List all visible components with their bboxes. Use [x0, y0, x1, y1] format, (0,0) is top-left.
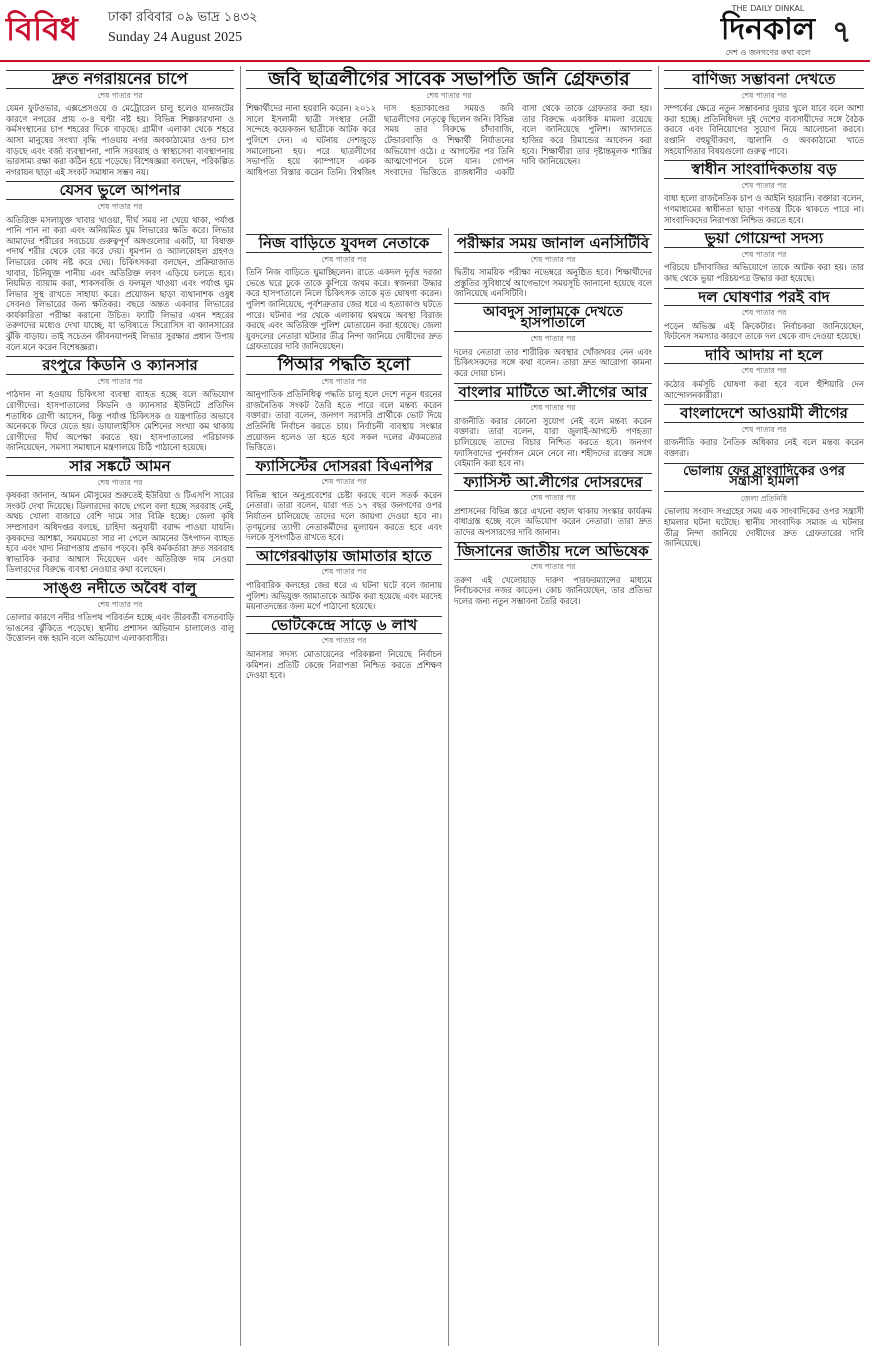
continued-label: শেষ পাতার পর	[321, 477, 367, 487]
page-header	[0, 0, 870, 62]
headline: সার সঙ্কটে আমন	[6, 457, 234, 476]
headline: নিজ বাড়িতে যুবদল নেতাকে	[246, 234, 442, 253]
date-english: Sunday 24 August 2025	[108, 30, 243, 45]
newspaper-logo	[708, 4, 828, 56]
column-divider	[240, 66, 241, 1346]
article-body: যেমন ফুটওভার, এক্সপ্রেসওয়ে ও মেট্রোরেল চালু হলেও যানজটের কারণে নগরের প্রায় ৩-৪ ঘণ্টা নষ্ট হয়। বিভিন্ন শিল্পকারখানা ও কর্মসংস্থানের চাপ শহরের দিকে বাড়ছে। গ্রামীণ এলাকা থেকে শহরে আসা মানুষের সংখ্যা বৃদ্ধি পাওয়ায় নগর অবকাঠামোর ওপর চাপ বাড়ছে এবং বর্জ্য ব্যবস্থাপনা, পানি সরবরাহ ও স্বাস্থ্যসেবা ব্যবস্থাপনায় ভারসাম্য রক্ষা করা কঠিন হয়ে পড়েছে। বিশেষজ্ঞরা বলছেন, পরিকল্পিত নগরায়ন ছাড়া এই সংকট সমাধান সম্ভব নয়।	[6, 103, 234, 177]
lead-headline: জবি ছাত্রলীগের সাবেক সভাপতি জনি গ্রেফতার	[246, 70, 652, 89]
headline: পরীক্ষার সময় জানাল এনসিটিবি	[454, 234, 652, 253]
article-body: ভোলায় সংবাদ সংগ্রহের সময় এক সাংবাদিকের ওপর সন্ত্রাসী হামলার ঘটনা ঘটেছে। স্থানীয় সাংবাদিক সমাজ এ ঘটনার তীব্র নিন্দা জানিয়ে দোষীদের দ্রুত গ্রেফতারের দাবি জানিয়েছে।	[664, 506, 864, 549]
continued-label: শেষ পাতার পর	[741, 308, 787, 318]
column-divider	[658, 66, 659, 1346]
continued-label: শেষ পাতার পর	[321, 567, 367, 577]
continued-label: শেষ পাতার পর	[97, 90, 143, 100]
article-body: প্রশাসনের বিভিন্ন স্তরে এখনো বহাল থাকায় সংস্কার কার্যক্রম বাধাগ্রস্ত হচ্ছে বলে অভিযোগ করেন নেতারা। তারা দ্রুত তাদের অপসারণের দাবি জানান।	[454, 505, 652, 538]
article-body: কৃষকরা জানান, আমন মৌসুমের শুরুতেই ইউরিয়া ও টিএসপি সারের সংকট দেখা দিয়েছে। ডিলারদের কাছে গেলে বলা হচ্ছে সরবরাহ নেই, অথচ খোলা বাজারে বেশি দামে সার বিক্রি হচ্ছে। জেলা কৃষি সম্প্রসারণ অধিদপ্তর বলছে, চাহিদা অনুযায়ী বরাদ্দ পাওয়া যায়নি। কৃষকদের আশঙ্কা, সময়মতো সার না পেলে আমনের উৎপাদন ব্যাহত হবে এবং খাদ্য নিরাপত্তায় প্রভাব পড়বে। কৃষি কর্মকর্তারা দ্রুত সরবরাহ স্বাভাবিক করার আশ্বাস দিয়েছেন এবং অতিরিক্ত দাম নেওয়া ডিলারদের বিরুদ্ধে ব্যবস্থা নেওয়ার কথা বলেছেন।	[6, 490, 234, 575]
continued-label: শেষ পাতার পর	[97, 477, 143, 487]
article-body: পরিচয়ে চাঁদাবাজির অভিযোগে তাকে আটক করা হয়। তার কাছ থেকে ভুয়া পরিচয়পত্র উদ্ধার করা হয়েছে।	[664, 262, 864, 283]
date-bangla: ঢাকা রবিবার ০৯ ভাদ্র ১৪৩২	[108, 10, 258, 25]
article-body: পড়েন অভিজ্ঞ এই ক্রিকেটার। নির্বাচকরা জানিয়েছেন, ফিটনেস সমস্যার কারণে তাকে দল থেকে বাদ দেওয়া হয়েছে।	[664, 320, 864, 342]
article-body: অতিরিক্ত মসলাযুক্ত খাবার খাওয়া, দীর্ঘ সময় না খেয়ে থাকা, পর্যাপ্ত পানি পান না করা এবং অনিয়মিত ঘুম লিভারের ক্ষতি করে। লিভার আমাদের শরীরের সবচেয়ে গুরুত্বপূর্ণ অঙ্গগুলোর একটি, যা বিষাক্ত পদার্থ শরীর থেকে বের করে দেয়। ধূমপান ও অ্যালকোহল গ্রহণও লিভারের কোষ নষ্ট করে দেয়। চিকিৎসকরা বলছেন, প্রক্রিয়াজাত খাবার, চিনিযুক্ত পানীয় এবং অতিরিক্ত লবণ এড়িয়ে চলতে হবে। নিয়মিত ব্যায়াম করা, শাকসবজি ও ফলমূল খাওয়া এবং পর্যাপ্ত ঘুম লিভার সুস্থ রাখতে সাহায্য করে। প্রয়োজন ছাড়া ব্যথানাশক ওষুধ সেবনও লিভারের জন্য ক্ষতিকর। বছরে অন্তত একবার লিভারের কার্যকারিতা পরীক্ষা করানো উচিত। ফ্যাটি লিভার এখন শহরের তরুণদের মধ্যেও দেখা যাচ্ছে, যা ভবিষ্যতে সিরোসিস বা ক্যানসারের ঝুঁকি বাড়ায়। তাই সচেতন জীবনযাপনই লিভার সুরক্ষার প্রধান উপায় বলে মনে করেন বিশেষজ্ঞরা।	[6, 214, 234, 352]
continued-label: শেষ পাতার পর	[741, 424, 787, 434]
headline: ভোটকেন্দ্রে সাড়ে ৬ লাখ	[246, 616, 442, 635]
headline: দাবি আদায় না হলে	[664, 346, 864, 365]
article-body: পারিবারিক কলহের জের ধরে এ ঘটনা ঘটে বলে জানায় পুলিশ। অভিযুক্ত জামাতাকে আটক করা হয়েছে এবং মরদেহ ময়নাতদন্তের জন্য মর্গে পাঠানো হয়েছে।	[246, 580, 442, 612]
headline: ভুয়া গোয়েন্দা সদস্য	[664, 229, 864, 248]
headline: দল ঘোষণার পরই বাদ	[664, 288, 864, 307]
article-body: আনসার সদস্য মোতায়েনের পরিকল্পনা নিয়েছে নির্বাচন কমিশন। প্রতিটি কেন্দ্রে নিরাপত্তা নিশ্চিত করতে প্রশিক্ষণ দেওয়া হবে।	[246, 649, 442, 681]
continued-label: শেষ পাতার পর	[97, 201, 143, 211]
headline: যেসব ভুলে আপনার	[6, 181, 234, 200]
headline: পিআর পদ্ধতি হলো	[246, 356, 442, 375]
continued-label: শেষ পাতার পর	[741, 366, 787, 376]
headline: সাঙ্গু নদীতে অবৈধ বালু	[6, 579, 234, 598]
continued-label: শেষ পাতার পর	[530, 254, 576, 264]
lead-story	[246, 66, 652, 226]
continued-label: শেষ পাতার পর	[530, 403, 576, 413]
headline: বাণিজ্য সম্ভাবনা দেখতে	[664, 70, 864, 89]
continued-label: শেষ পাতার পর	[530, 562, 576, 572]
column-middle-right	[454, 230, 652, 1346]
continued-label: শেষ পাতার পর	[741, 180, 787, 190]
logo-english-name: THE DAILY DINKAL	[731, 4, 805, 13]
headline: বাংলার মাটিতে আ.লীগের আর	[454, 383, 652, 402]
article-body: বিভিন্ন স্থানে অনুপ্রবেশের চেষ্টা করছে বলে সতর্ক করেন নেতারা। তারা বলেন, যারা গত ১৭ বছর জনগণের ওপর নির্যাতন চালিয়েছে তাদের দলে জায়গা দেওয়া হবে না। তৃণমূলের ত্যাগী নেতাকর্মীদের মূল্যায়ন করতে হবে এবং দলকে সুসংগঠিত রাখতে হবে।	[246, 489, 442, 543]
article-body: তোলার কারণে নদীর গতিপথ পরিবর্তন হচ্ছে এবং তীরবর্তী বসতবাড়ি ভাঙনের ঝুঁকিতে পড়েছে। স্থানীয় প্রশাসন অভিযান চালালেও বালু উত্তোলন বন্ধ হয়নি বলে অভিযোগ এলাকাবাসীর।	[6, 612, 234, 644]
page-number: ৭	[832, 15, 852, 50]
continued-label: শেষ পাতার পর	[321, 376, 367, 386]
headline: আগেরঝাড়ায় জামাতার হাতে	[246, 547, 442, 566]
article-body: আনুপাতিক প্রতিনিধিত্ব পদ্ধতি চালু হলে দেশে নতুন ধরনের রাজনৈতিক সংকট তৈরি হতে পারে বলে মন্তব্য করেন বক্তারা। তারা বলেন, জনগণ সরাসরি প্রার্থীকে ভোট দিয়ে প্রতিনিধি নির্বাচন করতে চায়। নির্বাচনী ব্যবস্থায় সংস্কার প্রয়োজন হলেও তা হতে হবে সকল দলের ঐকমত্যের ভিত্তিতে।	[246, 389, 442, 453]
continued-label: শেষ পাতার পর	[321, 254, 367, 264]
continued-label: শেষ পাতার পর	[426, 90, 472, 100]
headline: জিসানের জাতীয় দলে অভিষেক	[454, 542, 652, 561]
headline: দ্রুত নগরায়নের চাপে	[6, 70, 234, 89]
article-body: সম্পর্কের ক্ষেত্রে নতুন সম্ভাবনার দুয়ার খুলে যাবে বলে আশা করা হচ্ছে। প্রতিনিধিদল দুই দেশের ব্যবসায়ীদের সঙ্গে বৈঠক করবে এবং বিনিয়োগের সুযোগ নিয়ে আলোচনা করবে। রপ্তানি বহুমুখীকরণ, জ্বালানি ও অবকাঠামো খাতে সহযোগিতার বিষয়গুলো গুরুত্ব পাবে।	[664, 103, 864, 156]
article-body: রাজনীতি করার নৈতিক অধিকার নেই বলে মন্তব্য করেন বক্তারা।	[664, 437, 864, 459]
article-body: রাজনীতি করার কোনো সুযোগ নেই বলে মন্তব্য করেন বক্তারা। তারা বলেন, যারা জুলাই-আগস্টে গণহত্যা চালিয়েছে তাদের বিচার নিশ্চিত করতে হবে। জনগণ ফ্যাসিবাদের পুনর্বাসন মেনে নেবে না। শহীদদের রক্তের সঙ্গে বেইমানি করা হবে না।	[454, 415, 652, 469]
article-body: তিনি নিজ বাড়িতে ঘুমাচ্ছিলেন। রাতে একদল দুর্বৃত্ত দরজা ভেঙে ঘরে ঢুকে তাকে কুপিয়ে জখম করে। স্বজনরা উদ্ধার করে হাসপাতালে নিলে চিকিৎসক তাকে মৃত ঘোষণা করেন। পুলিশ জানিয়েছে, পূর্বশত্রুতার জের ধরে এ হত্যাকাণ্ড ঘটতে পারে। ঘটনার পর থেকে এলাকায় থমথমে অবস্থা বিরাজ করছে এবং অতিরিক্ত পুলিশ মোতায়েন করা হয়েছে। জেলা যুবদলের নেতারা ঘটনার তীব্র নিন্দা জানিয়ে দোষীদের দ্রুত গ্রেফতারের দাবি জানিয়েছেন।	[246, 267, 442, 352]
article-body: কঠোর কর্মসূচি ঘোষণা করা হবে বলে হুঁশিয়ারি দেন আন্দোলনকারীরা।	[664, 379, 864, 400]
headline: ফ্যাসিস্ট আ.লীগের দোসরদের	[454, 473, 652, 492]
headline: আবদুস সালামকে দেখতে হাসপাতালে	[454, 303, 652, 332]
continued-label: শেষ পাতার পর	[321, 636, 367, 646]
headline: ভোলায় ফের সাংবাদিকের ওপর সন্ত্রাসী হামলা	[664, 463, 864, 492]
column-middle-left	[246, 230, 442, 1346]
date-block	[108, 8, 258, 48]
column-left	[6, 66, 234, 1346]
article-body: দ্বিতীয় সাময়িক পরীক্ষা নভেম্বরে অনুষ্ঠিত হবে। শিক্ষার্থীদের প্রস্তুতির সুবিধার্থে আগেভাগে সময়সূচি জানানো হয়েছে বলে জানিয়েছে এনসিটিবি।	[454, 267, 652, 299]
continued-label: শেষ পাতার পর	[530, 493, 576, 503]
byline: জেলা প্রতিনিধি	[740, 493, 788, 503]
header-rule	[0, 60, 870, 62]
headline: রংপুরে কিডনি ও ক্যানসার	[6, 356, 234, 375]
article-body: বাধা হলো রাজনৈতিক চাপ ও আইনি হয়রানি। বক্তারা বলেন, গণমাধ্যমের স্বাধীনতা ছাড়া গণতন্ত্র টিকে থাকতে পারে না। সাংবাদিকদের নিরাপত্তা নিশ্চিত করতে হবে।	[664, 193, 864, 225]
section-title: বিবিধ	[6, 10, 78, 48]
headline: স্বাধীন সাংবাদিকতায় বড়	[664, 160, 864, 179]
continued-label: শেষ পাতার পর	[97, 599, 143, 609]
logo-tagline: দেশ ও জনগণের কথা বলে	[725, 48, 811, 57]
column-divider	[448, 228, 449, 1346]
continued-label: শেষ পাতার পর	[97, 376, 143, 386]
column-right	[664, 66, 864, 1346]
article-body: তরুণ এই খেলোয়াড় দারুণ পারফরম্যান্সের মাধ্যমে নির্বাচকদের নজর কাড়েন। কোচ জানিয়েছেন, তার প্রতিভা দলের জন্য নতুন সম্ভাবনা তৈরি করবে।	[454, 574, 652, 607]
logo-bangla-name: দিনকাল	[720, 12, 816, 47]
article-body: শিক্ষার্থীদের নানা হয়রানি করেন। ২০১২ সালে ইসলামী ছাত্রী সংস্থার নেত্রী সন্দেহে কয়েকজন ছাত্রীকে আটক করে পুলিশে দেন। এ ঘটনায় দেশজুড়ে সমালোচনা হয়। পরে ছাত্রলীগের সভাপতি হয়ে ক্যাম্পাসে একক আধিপত্য বিস্তার করেন তিনি। বিশ্বজিৎ দাস হত্যাকাণ্ডের সময়ও জবি ছাত্রলীগের নেতৃত্বে ছিলেন জনি। বিভিন্ন সময় তার বিরুদ্ধে চাঁদাবাজি, টেন্ডারবাজি ও শিক্ষার্থী নির্যাতনের অভিযোগ ওঠে। ৫ আগস্টের পর তিনি আত্মগোপনে চলে যান। গোপন সংবাদের ভিত্তিতে রাজধানীর একটি বাসা থেকে তাকে গ্রেফতার করা হয়। তার বিরুদ্ধে একাধিক মামলা রয়েছে বলে জানিয়েছে পুলিশ। আদালতে হাজির করে রিমান্ডের আবেদন করা হবে। শিক্ষার্থীরা তার দৃষ্টান্তমূলক শাস্তির দাবি জানিয়েছেন।	[246, 103, 652, 177]
continued-label: শেষ পাতার পর	[741, 249, 787, 259]
continued-label: শেষ পাতার পর	[530, 334, 576, 344]
headline: ফ্যাসিস্টের দোসররা বিএনপির	[246, 457, 442, 476]
headline: বাংলাদেশে আওয়ামী লীগের	[664, 404, 864, 423]
continued-label: শেষ পাতার পর	[741, 90, 787, 100]
article-body: পাঠদান না হওয়ায় চিকিৎসা ব্যবস্থা ব্যাহত হচ্ছে বলে অভিযোগ রোগীদের। হাসপাতালের কিডনি ও ক্যানসার ইউনিটে প্রতিদিন শতাধিক রোগী আসেন, কিন্তু পর্যাপ্ত চিকিৎসক ও যন্ত্রপাতির অভাবে অনেককে ফিরে যেতে হয়। ডায়ালাইসিস মেশিনের সংখ্যা কম থাকায় রোগীদের দীর্ঘ অপেক্ষা করতে হয়। হাসপাতালের পরিচালক জানিয়েছেন, সমস্যা সমাধানে মন্ত্রণালয়ে চিঠি পাঠানো হয়েছে।	[6, 389, 234, 453]
article-body: দলের নেতারা তার শারীরিক অবস্থার খোঁজখবর নেন এবং চিকিৎসকদের সঙ্গে কথা বলেন। তারা দ্রুত আরোগ্য কামনা করে দোয়া চান।	[454, 346, 652, 378]
